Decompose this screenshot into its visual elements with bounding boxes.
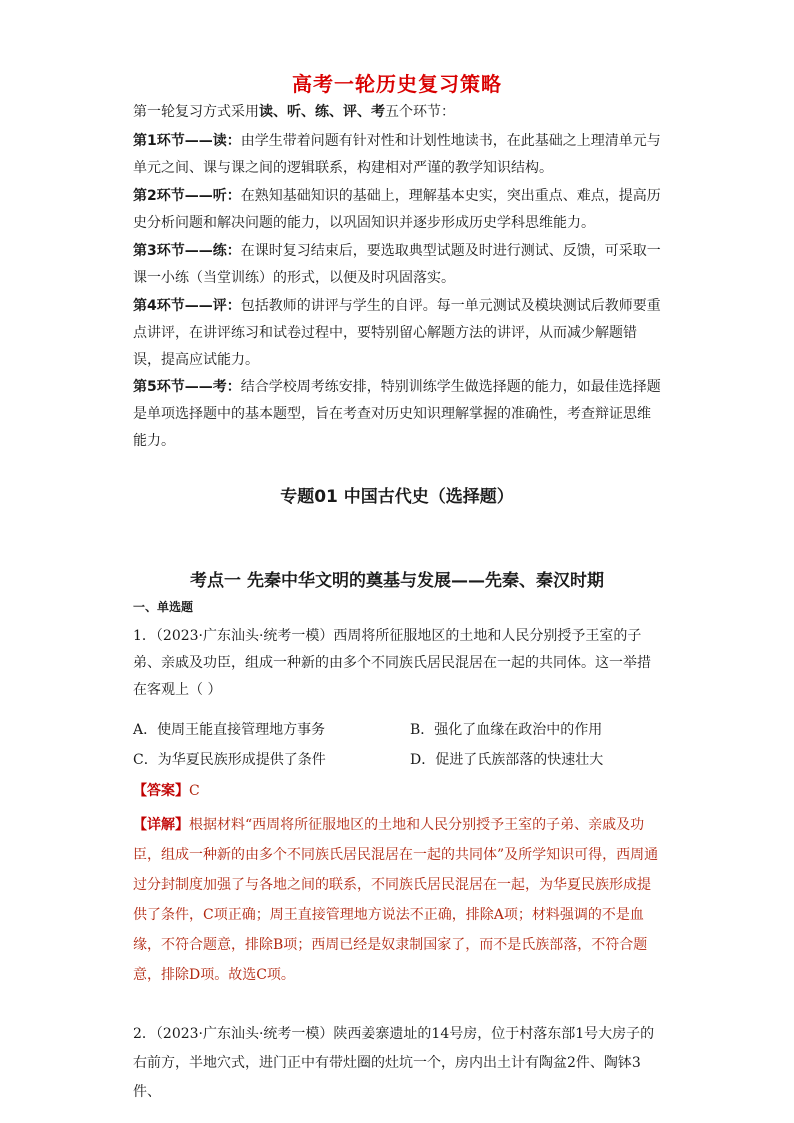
- intro-bold-steps: 读、听、练、评、考: [259, 104, 385, 120]
- question-1-option-c: C．为华夏民族形成提供了条件: [133, 752, 326, 768]
- step-3-paragraph: [133, 238, 663, 292]
- explain-tag: 【详解】: [133, 817, 189, 833]
- step-5-paragraph: [133, 374, 663, 455]
- intro-suffix: 五个环节：: [385, 104, 455, 120]
- intro-paragraph: [133, 99, 663, 126]
- step-4-text: 包括教师的讲评与学生的自评。每一单元测试及模块测试后教师要重点讲评，在讲评练习和试卷过程中，要特别留心解题方法的讲评，从而减少解题错误，提高应试能力。: [133, 298, 661, 368]
- question-1-option-a: A．使周王能直接管理地方事务: [133, 722, 326, 738]
- step-4-paragraph: [133, 293, 663, 374]
- step-2-text: 在熟知基础知识的基础上，理解基本史实，突出重点、难点，提高历史分析问题和解决问题的能力，以巩固知识并逐步形成历史学科思维能力。: [133, 188, 661, 231]
- question-1-answer: [133, 780, 200, 800]
- step-5-text: 结合学校周考练安排，特别训练学生做选择题的能力，如最佳选择题是单项选择题中的基本题型，旨在考查对历史知识理解掌握的准确性，考查辩证思维能力。: [133, 379, 661, 449]
- knowledge-point-heading: 考点一 先秦中华文明的奠基与发展——先秦、秦汉时期: [190, 571, 604, 591]
- step-2-label: 第2环节——听：: [133, 188, 241, 204]
- step-4-label: 第4环节——评：: [133, 298, 241, 314]
- answer-tag: 【答案】: [133, 783, 189, 799]
- question-1-option-d: D．促进了氏族部落的快速壮大: [410, 752, 604, 768]
- question-1-stem: 1．（2023·广东汕头·统考一模）西周将所征服地区的土地和人民分别授予王室的子弟、亲戚及功臣，组成一种新的由多个不同族氏居民混居在一起的共同体。这一举措在客观上（ ）: [133, 628, 651, 698]
- question-1-explanation: [133, 810, 663, 990]
- question-1-option-b: B．强化了血缘在政治中的作用: [410, 722, 603, 738]
- question-2-stem: 2．（2023·广东汕头·统考一模）陕西姜寨遗址的14号房，位于村落东部1号大房子的右前方，半地穴式，进门正中有带灶圈的灶坑一个，房内出土计有陶盆2件、陶钵3件、: [133, 1026, 655, 1100]
- step-3-label: 第3环节——练：: [133, 243, 241, 259]
- step-3-text: 在课时复习结束后，要选取典型试题及时进行测试、反馈，可采取一课一小练（当堂训练）的形式，以便及时巩固落实。: [133, 243, 661, 286]
- step-2-paragraph: [133, 183, 663, 237]
- step-1-label: 第1环节——读：: [133, 133, 241, 149]
- document-title: 高考一轮历史复习策略: [292, 72, 502, 96]
- step-5-label: 第5环节——考：: [133, 379, 241, 395]
- step-1-text: 由学生带着问题有针对性和计划性地读书，在此基础之上理清单元与单元之间、课与课之间的逻辑联系，构建相对严谨的教学知识结构。: [133, 133, 661, 176]
- answer-value: C: [189, 783, 200, 799]
- step-1-paragraph: [133, 128, 663, 182]
- intro-prefix: 第一轮复习方式采用: [133, 104, 259, 120]
- section-label: 一、单选题: [133, 600, 194, 614]
- topic-heading: 专题01 中国古代史（选择题）: [280, 487, 514, 507]
- explain-text: 根据材料“西周将所征服地区的土地和人民分别授予王室的子弟、亲戚及功臣，组成一种新的由多个不同族氏居民混居在一起的共同体”及所学知识可得，西周通过分封制度加强了与各地之间的联系，不同族氏居民混居在一起，为华夏民族形成提供了条件，C项正确；周王直接管理地方说法不正确，排除A项；材料强调的不是血缘，不符合题意，排除B项；西周已经是奴隶制国家了，而不是氏族部落，不符合题意，排除D项。故选C项。: [133, 817, 659, 983]
